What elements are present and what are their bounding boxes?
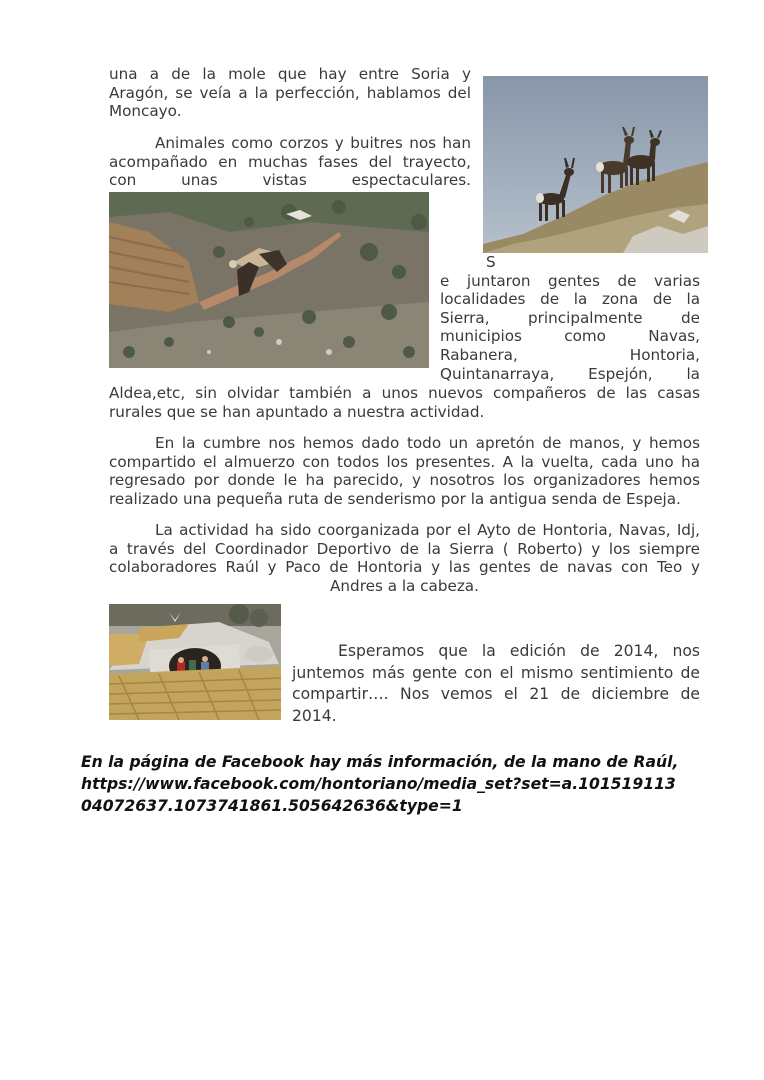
- p3-line-8: rurales que se han apuntado a nuestra actividad.: [109, 402, 485, 421]
- vulture-photo: [109, 192, 429, 368]
- facebook-note: [81, 751, 701, 817]
- paragraph-6: [292, 641, 700, 727]
- p5-line-1: La actividad ha sido coorganizada por el Ayto de Hontoria, Navas, Idj,: [155, 521, 700, 539]
- p3-line-1: e juntaron gentes de varias: [440, 271, 700, 290]
- paragraph-2: [109, 134, 471, 190]
- p1-line-1: una a de la mole que hay entre Soria y: [109, 65, 471, 83]
- paragraph-4: [109, 434, 700, 508]
- p6-line-2: juntemos más gente con el mismo sentimiento de: [292, 663, 700, 682]
- p3-line-6: Quintanarraya, Espejón, la: [440, 364, 700, 383]
- facebook-link-line-2[interactable]: 04072637.1073741861.505642636&type=1: [81, 797, 463, 815]
- p2-line-3: con unas vistas espectaculares.: [109, 171, 471, 190]
- p1-line-2: Aragón, se veía a la perfección, hablamos del: [109, 83, 471, 102]
- deer-photo: [483, 76, 708, 253]
- p4-line-4: realizado una pequeña ruta de senderismo por la antigua senda de Espeja.: [109, 489, 681, 508]
- facebook-link-line-1[interactable]: https://www.facebook.com/hontoriano/media_set?set=a.101519113: [81, 775, 676, 793]
- p3-line-2: localidades de la zona de la: [440, 290, 700, 309]
- p3-line-3: Sierra, principalmente de: [440, 308, 700, 327]
- p4-line-3: regresado por donde le ha parecido, y nosotros los organizadores hemos: [109, 471, 700, 490]
- p2-line-2: acompañado en muchas fases del trayecto,: [109, 152, 471, 171]
- p6-line-3: compartir…. Nos vemos el 21 de diciembre de 2014.: [292, 685, 700, 725]
- paragraph-3-continued: [109, 384, 700, 421]
- p3-line-4: municipios como Navas,: [440, 327, 700, 346]
- p3-line-7: Aldea,etc, sin olvidar también a unos nuevos compañeros de las casas: [109, 384, 700, 402]
- p3-line-5: Rabanera, Hontoria,: [440, 345, 700, 364]
- p4-line-1: En la cumbre nos hemos dado todo un apretón de manos, y hemos: [155, 434, 700, 452]
- p4-line-2: compartido el almuerzo con todos los presentes. A la vuelta, cada uno ha: [109, 452, 700, 471]
- p3-dropcap: S: [486, 253, 496, 271]
- paragraph-1: [109, 65, 471, 121]
- paragraph-3: [440, 253, 700, 383]
- facebook-note-line-1: En la página de Facebook hay más información, de la mano de Raúl,: [81, 753, 679, 771]
- nativity-photo: [109, 604, 281, 720]
- p5-line-4: Andres a la cabeza.: [330, 576, 479, 595]
- p5-line-3: colaboradores Raúl y Paco de Hontoria y las gentes de navas con Teo y: [109, 558, 700, 577]
- p1-line-3: Moncayo.: [109, 102, 182, 121]
- p2-line-1: Animales como corzos y buitres nos han: [155, 134, 471, 152]
- paragraph-5: [109, 521, 700, 595]
- p5-line-2: a través del Coordinador Deportivo de la Sierra ( Roberto) y los siempre: [109, 539, 700, 558]
- p6-line-1: Esperamos que la edición de 2014, nos: [338, 642, 700, 660]
